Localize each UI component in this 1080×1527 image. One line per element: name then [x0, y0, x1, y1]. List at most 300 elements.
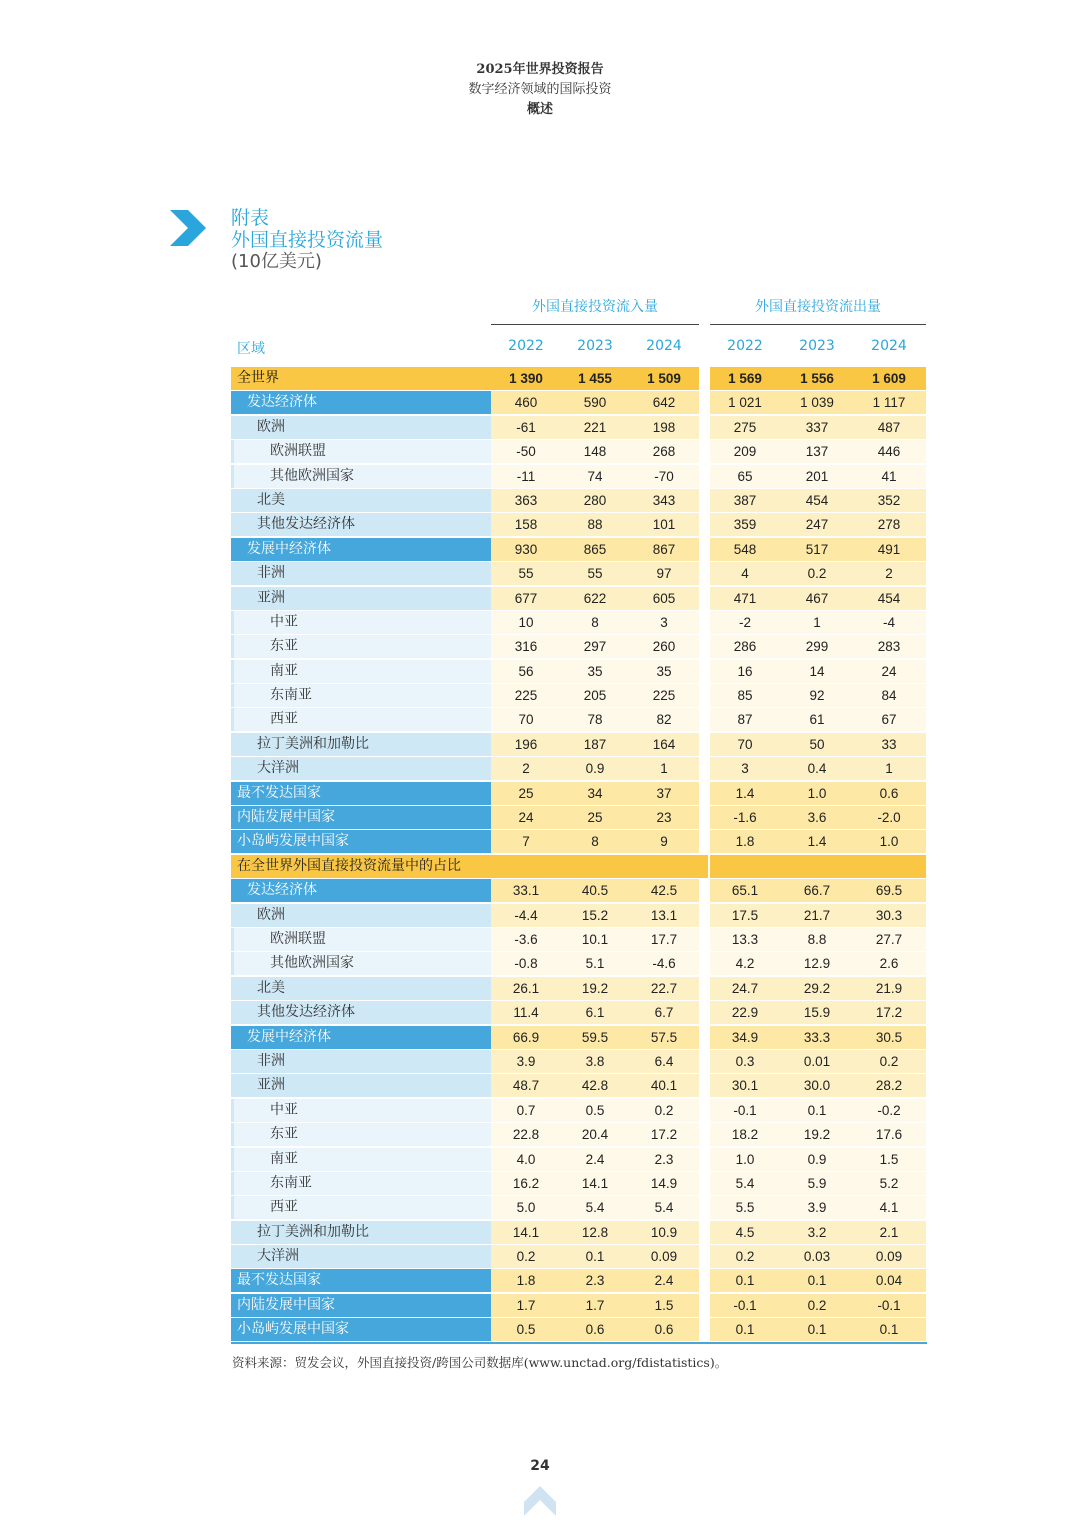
inflow-value: 1.8: [516, 1273, 536, 1289]
outflow-value: 1: [885, 761, 893, 777]
region-label: 拉丁美洲和加勒比: [231, 1221, 491, 1244]
region-label: 南亚: [231, 660, 491, 683]
inflow-value: 22.7: [650, 980, 678, 996]
table-row: [231, 904, 927, 927]
outflow-cells: [710, 733, 926, 756]
outflow-value: 27.7: [875, 931, 903, 947]
group-header-inflows: 外国直接投资流入量: [532, 299, 658, 315]
inflow-value: 158: [514, 517, 538, 533]
outflow-cells: [710, 684, 926, 707]
table-row: [231, 367, 927, 390]
outflow-value: -2: [738, 614, 751, 630]
outflow-value: 0.04: [875, 1273, 903, 1289]
outflow-value: 4: [741, 566, 749, 582]
inflow-value: 8: [591, 834, 599, 850]
inflow-cells: [491, 977, 699, 1000]
inflow-value: 268: [652, 444, 676, 460]
chevron-up-icon: [522, 1484, 558, 1520]
table-row: [231, 538, 927, 561]
inflow-cells: [491, 1148, 699, 1171]
inflow-value: 10.9: [650, 1224, 678, 1240]
outflow-value: -0.1: [877, 1297, 901, 1313]
inflow-value: 82: [656, 712, 672, 728]
table-row: [231, 1196, 927, 1219]
inflow-value: 11.4: [513, 1005, 539, 1021]
outflow-value: 28.2: [875, 1078, 903, 1094]
outflow-value: 275: [733, 419, 757, 435]
outflow-value: 87: [737, 712, 753, 728]
outflow-value: 15.9: [803, 1005, 831, 1021]
inflow-value: 55: [518, 566, 534, 582]
inflow-value: 88: [587, 517, 603, 533]
inflow-value: 34: [587, 785, 603, 801]
inflow-value: 0.09: [650, 1249, 678, 1265]
inflow-value: -4.4: [514, 907, 538, 923]
outflow-value: 3.9: [807, 1200, 827, 1216]
table-row: [231, 879, 927, 902]
inflow-cells: [491, 416, 699, 439]
region-label: 亚洲: [231, 587, 491, 610]
outflow-value: 0.01: [803, 1053, 831, 1069]
outflow-value: 5.4: [735, 1175, 755, 1191]
outflow-value: 0.1: [807, 1102, 827, 1118]
outflow-value: 12.9: [803, 956, 831, 972]
outflow-cells: [710, 440, 926, 463]
outflow-cells: [710, 708, 926, 731]
inflow-cells: [491, 1269, 699, 1292]
inflow-value: 8: [591, 614, 599, 630]
outflow-cells: [710, 977, 926, 1000]
outflow-value: [782, 855, 852, 878]
outflow-value: 1 569: [728, 371, 762, 386]
inflow-value: 10.1: [581, 931, 609, 947]
outflow-value: 0.1: [807, 1273, 827, 1289]
table-row: [231, 1050, 927, 1073]
outflow-cells: [710, 367, 926, 390]
region-label: 中亚: [231, 1099, 491, 1122]
inflow-value: 867: [652, 541, 676, 557]
outflow-cells: [710, 513, 926, 536]
region-label: 全世界: [231, 367, 491, 390]
outflow-value: 33: [881, 736, 897, 752]
inflow-cells: [491, 391, 699, 414]
inflow-cells: [491, 1001, 699, 1024]
outflow-value: 8.8: [807, 931, 827, 947]
outflow-value: 30.3: [875, 907, 903, 923]
inflow-cells: [491, 660, 699, 683]
outflow-cells: [710, 587, 926, 610]
outflow-cells: [710, 635, 926, 658]
outflow-value: 67: [881, 712, 897, 728]
region-label: 非洲: [231, 1050, 491, 1073]
inflow-value: 164: [652, 736, 676, 752]
fdi-table-body: [231, 367, 927, 1343]
outflow-cells: [710, 879, 926, 902]
outflow-value: 69.5: [875, 883, 903, 899]
outflow-cells: [710, 660, 926, 683]
outflow-cells: [710, 782, 926, 805]
inflow-cells: [491, 952, 699, 975]
outflow-value: 24.7: [731, 980, 759, 996]
inflow-value: 6.4: [654, 1053, 674, 1069]
outflow-cells: [710, 1172, 926, 1195]
inflow-value: 6.7: [654, 1005, 674, 1021]
outflow-value: 16: [737, 663, 753, 679]
inflow-cells: [491, 928, 699, 951]
inflow-value: 19.2: [581, 980, 609, 996]
region-label: 中亚: [231, 611, 491, 634]
table-row: [231, 635, 927, 658]
outflow-value: 33.3: [803, 1029, 831, 1045]
inflow-cells: [491, 684, 699, 707]
inflow-cells: [491, 1294, 699, 1317]
outflow-cells: [710, 1245, 926, 1268]
year-header-out-2022: 2022: [727, 338, 763, 354]
inflow-value: 5.0: [516, 1200, 536, 1216]
inflow-value: 605: [652, 590, 676, 606]
inflow-value: 24: [518, 810, 534, 826]
inflow-cells: [491, 465, 699, 488]
inflow-value: 33.1: [512, 883, 540, 899]
region-label: 内陆发展中国家: [231, 1294, 491, 1317]
inflow-value: 1.7: [585, 1297, 605, 1313]
region-label: 大洋洲: [231, 1245, 491, 1268]
inflow-cells: [491, 367, 699, 390]
table-bottom-rule: [231, 1342, 927, 1344]
outflow-cells: [710, 757, 926, 780]
inflow-value: 6.1: [585, 1005, 605, 1021]
page-number: 24: [530, 1458, 550, 1474]
inflow-value: 55: [587, 566, 603, 582]
inflow-value: 0.7: [516, 1102, 536, 1118]
inflow-value: 3.9: [516, 1053, 536, 1069]
inflow-value: 2.4: [585, 1151, 605, 1167]
inflow-value: 78: [587, 712, 603, 728]
region-label: 北美: [231, 489, 491, 512]
outflow-value: 5.9: [807, 1175, 827, 1191]
region-label: 西亚: [231, 1196, 491, 1219]
table-row: [231, 928, 927, 951]
inflow-value: 16.2: [512, 1175, 540, 1191]
inflow-value: 148: [583, 444, 607, 460]
outflow-value: 3: [741, 761, 749, 777]
outflow-value: 1 609: [872, 371, 906, 386]
region-label: 拉丁美洲和加勒比: [231, 733, 491, 756]
outflow-value: 0.03: [803, 1249, 831, 1265]
outflow-value: 1.8: [735, 834, 755, 850]
annex-label: 附表: [231, 207, 270, 229]
outflow-value: 17.5: [731, 907, 759, 923]
outflow-value: 21.7: [803, 907, 831, 923]
outflow-value: 0.2: [807, 566, 827, 582]
table-row: [231, 1123, 927, 1146]
outflow-value: 454: [805, 492, 829, 508]
outflow-cells: [710, 1196, 926, 1219]
outflow-cells: [710, 1148, 926, 1171]
inflow-cells: [491, 830, 699, 853]
inflow-value: 5.4: [585, 1200, 605, 1216]
outflow-cells: [710, 416, 926, 439]
table-row: [231, 1074, 927, 1097]
outflow-cells: [710, 1026, 926, 1049]
inflow-value: 2: [522, 761, 530, 777]
inflow-value: 35: [587, 663, 603, 679]
outflow-value: 92: [809, 688, 825, 704]
outflow-value: 17.6: [875, 1127, 903, 1143]
region-label: 其他发达经济体: [231, 513, 491, 536]
table-row: [231, 611, 927, 634]
outflow-value: -0.2: [877, 1102, 901, 1118]
region-label: 西亚: [231, 708, 491, 731]
outflow-value: 0.1: [807, 1322, 827, 1338]
region-label: 大洋洲: [231, 757, 491, 780]
inflow-value: 17.2: [650, 1127, 678, 1143]
outflow-cells: [710, 611, 926, 634]
inflow-cells: [491, 562, 699, 585]
region-label: 北美: [231, 977, 491, 1000]
inflow-value: 23: [656, 810, 672, 826]
outflow-value: -0.1: [733, 1297, 757, 1313]
outflow-cells: [710, 538, 926, 561]
outflow-value: 209: [733, 444, 757, 460]
inflow-value: 57.5: [650, 1029, 678, 1045]
outflow-value: 446: [877, 444, 901, 460]
inflow-value: 1: [660, 761, 668, 777]
inflow-cells: [491, 806, 699, 829]
inflow-value: 14.1: [581, 1175, 609, 1191]
region-label: 小岛屿发展中国家: [231, 1318, 491, 1341]
inflow-value: 12.8: [581, 1224, 609, 1240]
outflow-value: -4: [882, 614, 895, 630]
table-row: [231, 733, 927, 756]
outflow-cells: [710, 1294, 926, 1317]
inflow-cells: [491, 538, 699, 561]
report-subtitle: 数字经济领域的国际投资: [468, 82, 612, 97]
inflow-cells: [491, 708, 699, 731]
outflow-value: 61: [809, 712, 825, 728]
outflow-value: 4.2: [735, 956, 755, 972]
table-row: [231, 708, 927, 731]
inflow-value: 7: [522, 834, 530, 850]
outflow-value: 467: [805, 590, 829, 606]
year-header-in-2022: 2022: [508, 338, 544, 354]
region-label: 其他发达经济体: [231, 1001, 491, 1024]
region-label: 东南亚: [231, 684, 491, 707]
inflow-value: 66.9: [512, 1029, 540, 1045]
inflow-value: 13.1: [650, 907, 678, 923]
outflow-value: 1: [813, 614, 821, 630]
inflow-value: 2.3: [654, 1151, 674, 1167]
group-divider-inflows: [491, 324, 699, 325]
inflow-value: 297: [583, 639, 607, 655]
inflow-cells: [491, 879, 699, 902]
inflow-value: 97: [656, 566, 672, 582]
inflow-value: 0.9: [585, 761, 605, 777]
inflow-value: 316: [514, 639, 538, 655]
inflow-value: 2.4: [654, 1273, 674, 1289]
inflow-value: 260: [652, 639, 676, 655]
outflow-value: 0.9: [807, 1151, 827, 1167]
table-row: [231, 513, 927, 536]
inflow-value: 1 509: [647, 371, 681, 386]
table-row: [231, 660, 927, 683]
outflow-value: 337: [805, 419, 829, 435]
table-row: [231, 1245, 927, 1268]
outflow-cells: [710, 904, 926, 927]
inflow-cells: [491, 635, 699, 658]
table-row: [231, 1026, 927, 1049]
inflow-value: 42.5: [650, 883, 678, 899]
table-row: [231, 391, 927, 414]
inflow-value: 0.2: [516, 1249, 536, 1265]
inflow-cells: [491, 782, 699, 805]
table-row: [231, 1221, 927, 1244]
inflow-value: -70: [654, 468, 674, 484]
inflow-value: 0.2: [654, 1102, 674, 1118]
inflow-value: 2.3: [585, 1273, 605, 1289]
outflow-value: 4.5: [735, 1224, 755, 1240]
outflow-value: [710, 855, 780, 878]
inflow-value: 56: [518, 663, 534, 679]
region-label: 其他欧洲国家: [231, 952, 491, 975]
inflow-value: 3: [660, 614, 668, 630]
inflow-value: 37: [656, 785, 672, 801]
inflow-value: 0.1: [585, 1249, 605, 1265]
outflow-cells: [710, 562, 926, 585]
inflow-value: 25: [518, 785, 534, 801]
inflow-value: 1 390: [509, 371, 543, 386]
table-row: [231, 1269, 927, 1292]
outflow-value: 1 039: [800, 395, 834, 411]
outflow-value: -2.0: [877, 810, 901, 826]
region-column-header: 区域: [237, 341, 265, 357]
table-row: [231, 782, 927, 805]
inflow-value: 225: [514, 688, 538, 704]
region-label: 东亚: [231, 1123, 491, 1146]
outflow-value: 454: [877, 590, 901, 606]
table-row: [231, 757, 927, 780]
inflow-value: 101: [652, 517, 676, 533]
outflow-cells: [710, 489, 926, 512]
chevron-right-icon: [168, 208, 208, 248]
outflow-value: 17.2: [875, 1005, 903, 1021]
outflow-value: 84: [881, 688, 897, 704]
outflow-value: 1.4: [807, 834, 827, 850]
inflow-cells: [491, 1245, 699, 1268]
table-row: [231, 416, 927, 439]
outflow-cells: [710, 806, 926, 829]
inflow-value: 40.1: [650, 1078, 678, 1094]
inflow-value: -4.6: [652, 956, 676, 972]
inflow-value: 0.5: [585, 1102, 605, 1118]
inflow-value: 10: [518, 614, 534, 630]
inflow-value: 196: [514, 736, 538, 752]
inflow-value: 280: [583, 492, 607, 508]
outflow-cells: [710, 1050, 926, 1073]
region-label: 欧洲: [231, 416, 491, 439]
table-row: [231, 684, 927, 707]
outflow-cells: [710, 928, 926, 951]
outflow-value: 286: [733, 639, 757, 655]
outflow-value: 3.6: [807, 810, 827, 826]
outflow-value: 2.6: [879, 956, 899, 972]
year-header-in-2024: 2024: [646, 338, 682, 354]
inflow-value: 221: [583, 419, 607, 435]
inflow-value: 70: [518, 712, 534, 728]
region-label: 最不发达国家: [231, 1269, 491, 1292]
region-label: 欧洲: [231, 904, 491, 927]
inflow-cells: [491, 513, 699, 536]
inflow-value: 642: [652, 395, 676, 411]
inflow-value: 22.8: [512, 1127, 540, 1143]
region-label: 东南亚: [231, 1172, 491, 1195]
inflow-cells: [491, 1026, 699, 1049]
outflow-value: -0.1: [733, 1102, 757, 1118]
region-label: 非洲: [231, 562, 491, 585]
group-header-outflows: 外国直接投资流出量: [755, 299, 881, 315]
outflow-value: 50: [809, 736, 825, 752]
table-row: [231, 977, 927, 1000]
outflow-value: 21.9: [875, 980, 903, 996]
inflow-value: 14.9: [650, 1175, 678, 1191]
inflow-value: 15.2: [581, 907, 609, 923]
inflow-cells: [491, 757, 699, 780]
outflow-cells: [710, 855, 926, 878]
inflow-value: 677: [514, 590, 538, 606]
outflow-value: 34.9: [731, 1029, 759, 1045]
outflow-value: -1.6: [733, 810, 757, 826]
inflow-value: 225: [652, 688, 676, 704]
outflow-value: 4.1: [879, 1200, 899, 1216]
outflow-value: 0.2: [735, 1249, 755, 1265]
inflow-cells: [491, 1050, 699, 1073]
outflow-value: 548: [733, 541, 757, 557]
region-label: 发达经济体: [231, 391, 491, 414]
region-label: 发展中经济体: [231, 538, 491, 561]
year-header-in-2023: 2023: [577, 338, 613, 354]
inflow-value: 198: [652, 419, 676, 435]
outflow-value: 1.0: [735, 1151, 755, 1167]
outflow-value: 278: [877, 517, 901, 533]
report-title: 2025年世界投资报告: [476, 62, 604, 77]
inflow-value: 59.5: [581, 1029, 609, 1045]
year-header-out-2024: 2024: [871, 338, 907, 354]
inflow-value: 40.5: [581, 883, 609, 899]
inflow-value: -11: [516, 468, 536, 484]
table-row: [231, 489, 927, 512]
outflow-cells: [710, 391, 926, 414]
inflow-cells: [491, 587, 699, 610]
table-row: [231, 830, 927, 853]
outflow-value: 30.5: [875, 1029, 903, 1045]
outflow-cells: [710, 1221, 926, 1244]
inflow-cells: [491, 1318, 699, 1341]
table-row: [231, 1148, 927, 1171]
outflow-value: 1 556: [800, 371, 834, 386]
region-label: 欧洲联盟: [231, 440, 491, 463]
region-label: 小岛屿发展中国家: [231, 830, 491, 853]
inflow-value: -3.6: [514, 931, 538, 947]
outflow-value: 0.1: [879, 1322, 899, 1338]
outflow-value: 13.3: [731, 931, 759, 947]
outflow-value: 0.4: [807, 761, 827, 777]
region-label: 发达经济体: [231, 879, 491, 902]
inflow-value: 363: [514, 492, 538, 508]
inflow-value: 42.8: [581, 1078, 609, 1094]
outflow-value: 24: [881, 663, 897, 679]
inflow-value: 622: [583, 590, 607, 606]
outflow-value: 517: [805, 541, 829, 557]
